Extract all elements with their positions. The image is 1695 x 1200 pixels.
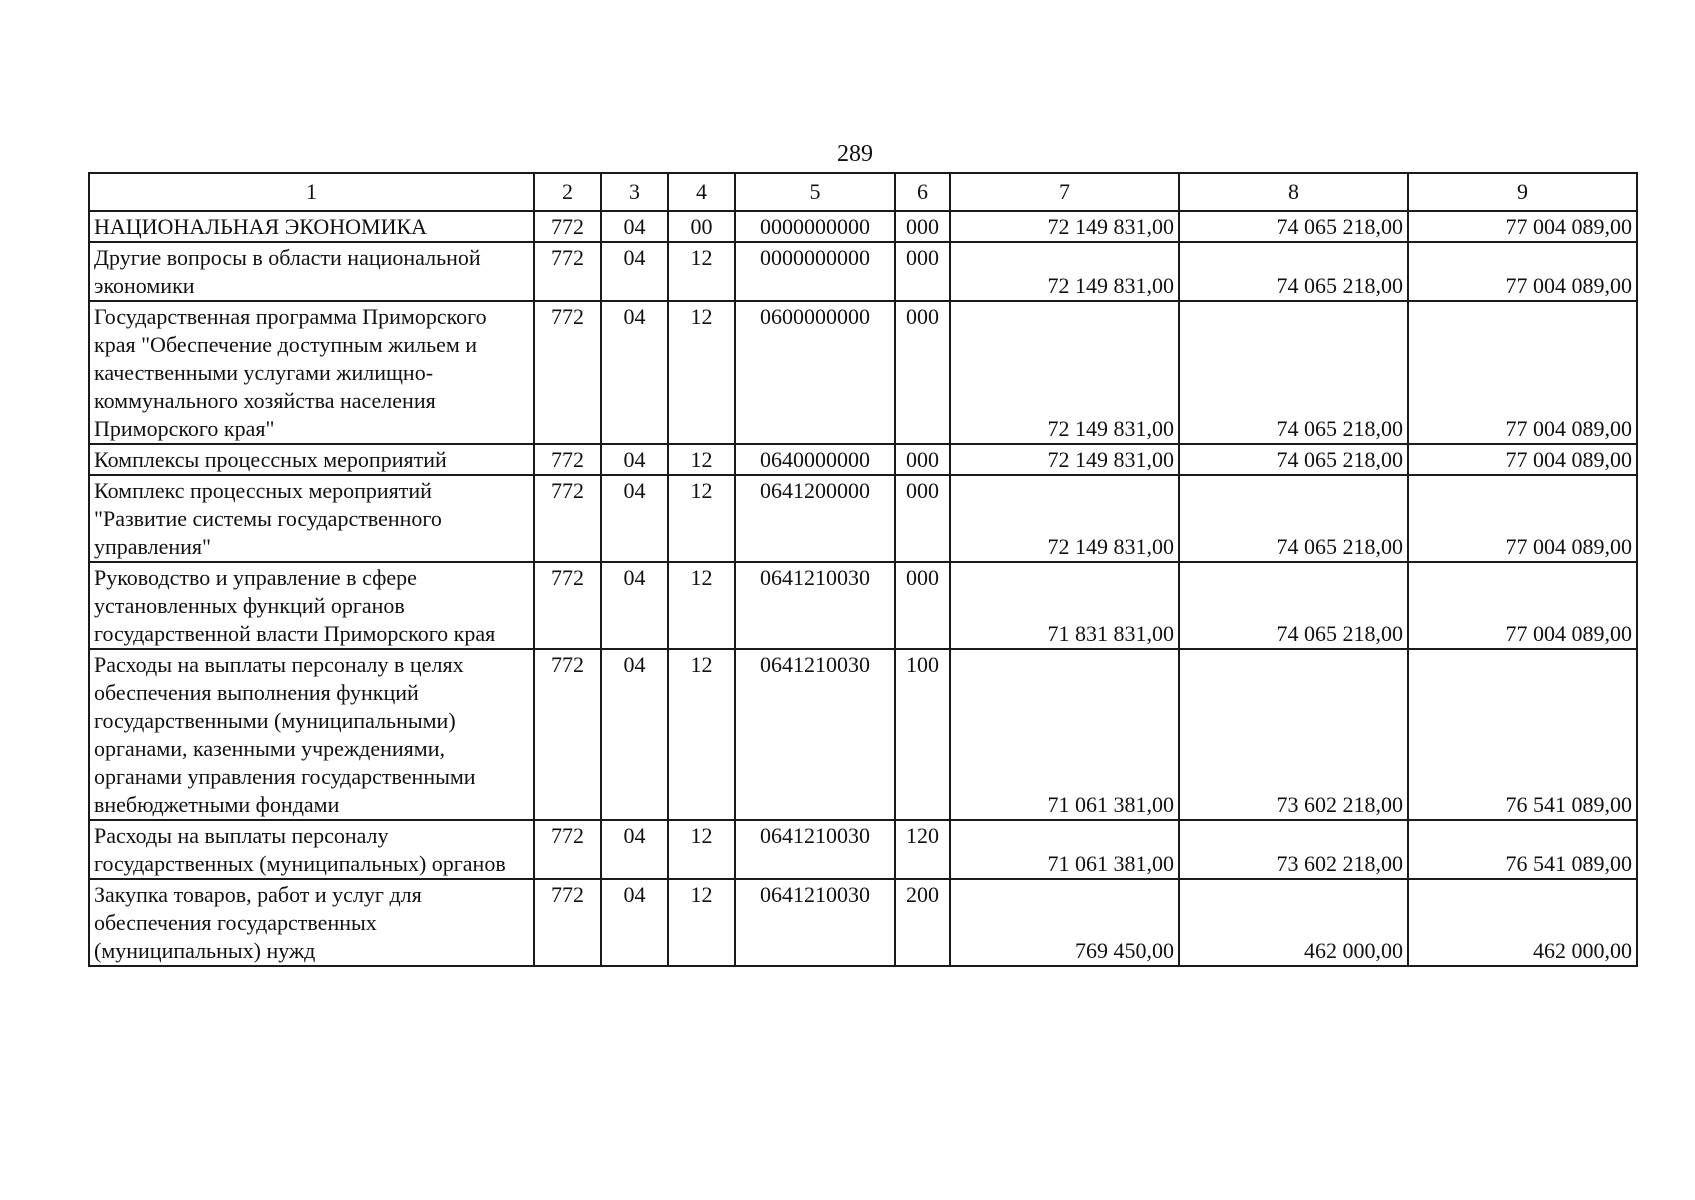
target-article-cell: 0641210030	[735, 820, 895, 879]
table-row	[89, 879, 1637, 966]
amount-cell: 77 004 089,00	[1408, 211, 1637, 242]
amount-cell: 769 450,00	[950, 879, 1179, 966]
amount-cell: 72 149 831,00	[950, 211, 1179, 242]
ministry-code-cell: 772	[534, 444, 601, 475]
amount-cell: 77 004 089,00	[1408, 562, 1637, 649]
expense-name-cell: Комплекс процессных мероприятий "Развитие системы государственного управления"	[89, 475, 534, 562]
expense-name-cell: Государственная программа Приморского края "Обеспечение доступным жильем и качественными услугами жилищно-коммунального хозяйства населения Приморского края"	[89, 301, 534, 444]
amount-cell: 71 061 381,00	[950, 820, 1179, 879]
ministry-code-cell: 772	[534, 562, 601, 649]
ministry-code-cell: 772	[534, 475, 601, 562]
expense-type-cell: 000	[895, 211, 950, 242]
section-code-cell: 04	[601, 242, 668, 301]
expense-type-cell: 000	[895, 562, 950, 649]
amount-cell: 72 149 831,00	[950, 301, 1179, 444]
section-code-cell: 04	[601, 562, 668, 649]
table-row	[89, 444, 1637, 475]
ministry-code-cell: 772	[534, 301, 601, 444]
amount-cell: 462 000,00	[1408, 879, 1637, 966]
column-header: 9	[1408, 173, 1637, 211]
column-header: 3	[601, 173, 668, 211]
subsection-code-cell: 00	[668, 211, 735, 242]
subsection-code-cell: 12	[668, 649, 735, 820]
amount-cell: 74 065 218,00	[1179, 211, 1408, 242]
target-article-cell: 0641200000	[735, 475, 895, 562]
budget-table	[88, 172, 1638, 967]
ministry-code-cell: 772	[534, 879, 601, 966]
column-header: 1	[89, 173, 534, 211]
subsection-code-cell: 12	[668, 475, 735, 562]
expense-type-cell: 200	[895, 879, 950, 966]
subsection-code-cell: 12	[668, 562, 735, 649]
table-header-row	[89, 173, 1637, 211]
table-row	[89, 211, 1637, 242]
section-code-cell: 04	[601, 301, 668, 444]
ministry-code-cell: 772	[534, 820, 601, 879]
table-row	[89, 475, 1637, 562]
section-code-cell: 04	[601, 444, 668, 475]
subsection-code-cell: 12	[668, 820, 735, 879]
amount-cell: 72 149 831,00	[950, 242, 1179, 301]
ministry-code-cell: 772	[534, 649, 601, 820]
expense-type-cell: 000	[895, 475, 950, 562]
subsection-code-cell: 12	[668, 242, 735, 301]
table-row	[89, 242, 1637, 301]
section-code-cell: 04	[601, 211, 668, 242]
subsection-code-cell: 12	[668, 444, 735, 475]
column-header: 4	[668, 173, 735, 211]
table-row	[89, 820, 1637, 879]
amount-cell: 74 065 218,00	[1179, 242, 1408, 301]
page-number: 289	[837, 141, 873, 167]
section-code-cell: 04	[601, 879, 668, 966]
target-article-cell: 0600000000	[735, 301, 895, 444]
column-header: 8	[1179, 173, 1408, 211]
expense-type-cell: 000	[895, 242, 950, 301]
section-code-cell: 04	[601, 649, 668, 820]
amount-cell: 74 065 218,00	[1179, 475, 1408, 562]
target-article-cell: 0640000000	[735, 444, 895, 475]
expense-name-cell: Закупка товаров, работ и услуг для обеспечения государственных (муниципальных) нужд	[89, 879, 534, 966]
expense-name-cell: Комплексы процессных мероприятий	[89, 444, 534, 475]
target-article-cell: 0000000000	[735, 242, 895, 301]
amount-cell: 462 000,00	[1179, 879, 1408, 966]
subsection-code-cell: 12	[668, 879, 735, 966]
amount-cell: 77 004 089,00	[1408, 444, 1637, 475]
expense-type-cell: 100	[895, 649, 950, 820]
amount-cell: 73 602 218,00	[1179, 649, 1408, 820]
column-header: 5	[735, 173, 895, 211]
table-row	[89, 301, 1637, 444]
expense-name-cell: Расходы на выплаты персоналу в целях обеспечения выполнения функций государственными (муниципальными) органами, казенными учреждениями, органами управления государственными внебюджетными фондами	[89, 649, 534, 820]
target-article-cell: 0641210030	[735, 879, 895, 966]
ministry-code-cell: 772	[534, 211, 601, 242]
target-article-cell: 0641210030	[735, 562, 895, 649]
expense-type-cell: 000	[895, 444, 950, 475]
section-code-cell: 04	[601, 475, 668, 562]
amount-cell: 77 004 089,00	[1408, 242, 1637, 301]
table-row	[89, 649, 1637, 820]
amount-cell: 76 541 089,00	[1408, 649, 1637, 820]
expense-name-cell: Другие вопросы в области национальной экономики	[89, 242, 534, 301]
amount-cell: 76 541 089,00	[1408, 820, 1637, 879]
ministry-code-cell: 772	[534, 242, 601, 301]
expense-name-cell: НАЦИОНАЛЬНАЯ ЭКОНОМИКА	[89, 211, 534, 242]
amount-cell: 77 004 089,00	[1408, 301, 1637, 444]
section-code-cell: 04	[601, 820, 668, 879]
target-article-cell: 0641210030	[735, 649, 895, 820]
amount-cell: 73 602 218,00	[1179, 820, 1408, 879]
subsection-code-cell: 12	[668, 301, 735, 444]
amount-cell: 77 004 089,00	[1408, 475, 1637, 562]
expense-name-cell: Руководство и управление в сфере установленных функций органов государственной власти Приморского края	[89, 562, 534, 649]
expense-type-cell: 120	[895, 820, 950, 879]
amount-cell: 71 061 381,00	[950, 649, 1179, 820]
column-header: 6	[895, 173, 950, 211]
column-header: 2	[534, 173, 601, 211]
target-article-cell: 0000000000	[735, 211, 895, 242]
expense-name-cell: Расходы на выплаты персоналу государственных (муниципальных) органов	[89, 820, 534, 879]
amount-cell: 71 831 831,00	[950, 562, 1179, 649]
amount-cell: 74 065 218,00	[1179, 444, 1408, 475]
amount-cell: 72 149 831,00	[950, 475, 1179, 562]
amount-cell: 74 065 218,00	[1179, 562, 1408, 649]
amount-cell: 72 149 831,00	[950, 444, 1179, 475]
expense-type-cell: 000	[895, 301, 950, 444]
column-header: 7	[950, 173, 1179, 211]
amount-cell: 74 065 218,00	[1179, 301, 1408, 444]
table-row	[89, 562, 1637, 649]
